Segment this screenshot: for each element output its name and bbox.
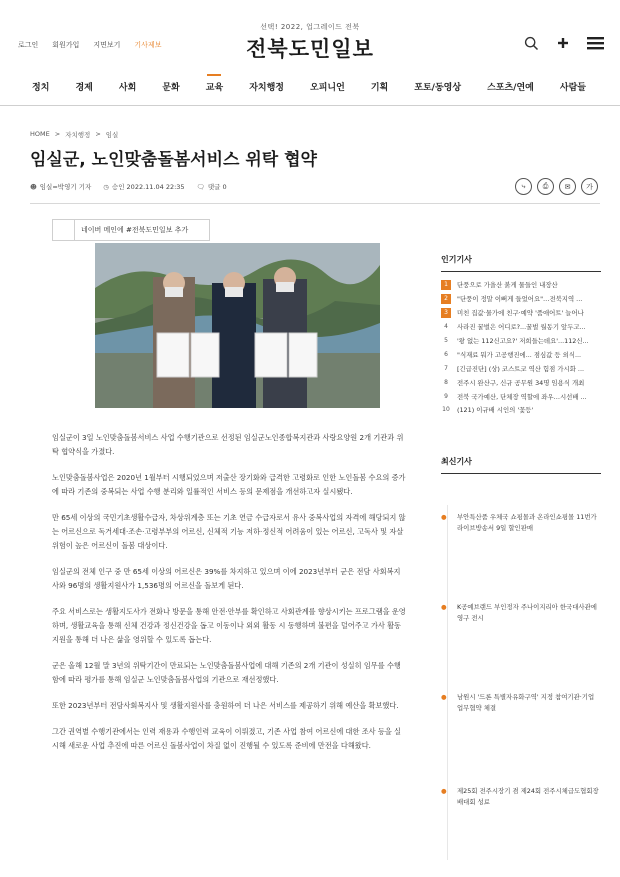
nav-people[interactable]: 사람들 (559, 83, 586, 93)
article-paragraph: 만 65세 이상의 국민기초생활수급자, 차상위계층 또는 기초 연금 수급자로서 유사 중복사업의 자격에 해당되지 않는 어르신으로 독거세대·조손·고령부부의 어르신, 신체적 기능 저하·정신적 어려움이 있는 어르신, 고독사 및 자살 위험이 높은 어르신이 돌봄 대상이다. (52, 513, 406, 550)
naver-subscribe-label: 네이버 메인에 #전북도민일보 추가 (81, 226, 189, 234)
article-paragraph: 주요 서비스로는 생활지도사가 전화나 방문을 통해 안전·안부를 확인하고 사회관계를 향상시키는 프로그램을 운영하며, 생활교육을 통해 신체 건강과 정신건강을 돕고 이동이나 외외 활동 시 동행하며 불편을 덜어주고 가사 활동 지원을 통해 더 나은 삶을 영위할 수 있도록 돕는다. (52, 607, 406, 644)
person-icon: ☻ (30, 183, 37, 191)
rank-badge: 6 (444, 350, 448, 358)
rank-badge: 7 (444, 364, 448, 372)
menu-icon[interactable] (586, 34, 604, 52)
plus-icon[interactable] (554, 34, 572, 52)
publish-date (103, 182, 184, 191)
search-icon[interactable] (522, 34, 540, 52)
rank-badge: 5 (444, 337, 448, 344)
rank-badge: 3 (441, 308, 451, 318)
latest-item[interactable] (441, 512, 601, 533)
font-size-icon[interactable]: 가 (581, 178, 598, 195)
popular-item-title: '왕 없는 112신고요?' 저희들는데요'...112신... (457, 337, 589, 345)
nav-local-admin[interactable]: 자치행정 (249, 83, 284, 93)
nav-education[interactable]: 교육 (206, 72, 223, 105)
breadcrumb-separator: > (95, 130, 101, 138)
latest-item[interactable] (441, 786, 601, 807)
popular-item-title: 사라진 꿀벌은 어디로?...꿀벌 월동기 앞두고... (457, 323, 586, 332)
article-paragraph: 또한 2023년부터 전담사회복지사 및 생활지원사를 충원하여 더 나은 서비스를 제공하기 위해 예산을 확보했다. (52, 701, 399, 710)
article-photo (95, 243, 380, 408)
share-tools (515, 178, 598, 195)
rank-badge: 2 (441, 294, 451, 304)
rank-badge: 9 (444, 392, 448, 400)
author-name: 임실=박영기 기자 (39, 183, 92, 191)
comment-icon: 🗨 (196, 183, 205, 191)
nav-culture[interactable]: 문화 (162, 83, 180, 93)
rank-badge: 4 (444, 323, 448, 331)
article-paragraph: 임실군이 3일 노인맞춤돌봄서비스 사업 수행기관으로 선정된 임실군노인종합복지관과 사랑요양원 2개 기관과 위탁 협약식을 가졌다. (52, 433, 404, 456)
login-link[interactable]: 로그인 (18, 41, 39, 49)
article-meta (30, 182, 227, 191)
popular-item-title: 단풍으로 가을산 붉게 물들인 내장산 (457, 281, 558, 290)
bullet-icon: ● (441, 693, 447, 701)
author (30, 182, 91, 191)
popular-item-title: 전주시 완산구, 신규 공무원 34명 임용식 개최 (457, 378, 585, 387)
popular-item-title: 미친 집값·물가에 친구·예약 '품애어트' 늘어나 (457, 309, 584, 318)
popular-item[interactable] (441, 375, 601, 389)
rank-badge: 8 (444, 378, 448, 386)
popular-item-title: "식재료 뭐가 고공행진에... 점심값 등 외식... (457, 350, 582, 359)
clock-icon: ◷ (103, 183, 109, 191)
article-paragraph: 그간 권역별 수행기관에서는 인력 재용과 수행인력 교육이 이뤄졌고, 기존 사업 참여 어르신에 대한 조사 등을 실시해 새로운 사업 추진에 따른 어르신 돌봄사업이 차질 없이 진행될 수 있도록 준비에 만전을 다해왔다. (52, 727, 402, 750)
header-icons (522, 34, 604, 52)
breadcrumb (30, 130, 118, 139)
popular-item[interactable] (441, 403, 601, 417)
latest-item-title: 제25회 전주시장기 겸 제24회 전주시체급도협회장배대회 성료 (457, 787, 599, 806)
popular-item-title: "단풍이 정말 이뻐게 들었어요"…전북지역 ... (457, 295, 583, 304)
popular-item-title: 전북 국가예산, 단체장 역할에 좌우…시선배 ... (457, 392, 587, 401)
report-link[interactable]: 기사제보 (134, 41, 162, 49)
latest-item-title: 남원시 '드론 특별자유화구역' 지정 참여기관·기업 업무협약 체결 (457, 693, 595, 712)
latest-item-title: 부안특산품 우체국 쇼핑몰과 온라인쇼핑몰 11번가 라이브방송서 9일 할인판매 (457, 513, 597, 532)
popular-item[interactable] (441, 347, 601, 361)
popular-item-title: [긴급진단] (상) 코스트코 역산 힘점 가시화 ... (457, 364, 585, 373)
main-nav (0, 72, 620, 106)
popular-articles (441, 254, 601, 417)
popular-item[interactable] (441, 306, 601, 320)
naver-subscribe-button[interactable] (52, 219, 210, 241)
site-logo[interactable]: 전북도민일보 (246, 36, 374, 61)
breadcrumb-section[interactable]: 자치행정 (65, 131, 91, 139)
latest-item[interactable] (441, 602, 601, 623)
popular-item[interactable] (441, 320, 601, 334)
article-paragraph: 임실군의 전체 인구 중 만 65세 이상의 어르신은 39%를 차지하고 있으며 이에 2023년부터 군은 전담 사회복지사와 96명의 생활지원사가 1,536명의 어르신을 돌보게 된다. (52, 567, 401, 590)
rank-badge: 1 (441, 280, 451, 290)
popular-item[interactable] (441, 278, 601, 292)
nav-society[interactable]: 사회 (118, 83, 137, 93)
nav-opinion[interactable]: 오피니언 (310, 83, 345, 93)
popular-item-title: (121) 이규배 시인의 '꽃등' (457, 406, 534, 415)
article-body (52, 431, 407, 765)
nav-planning[interactable]: 기획 (370, 83, 389, 93)
rank-badge: 10 (442, 406, 450, 414)
article-paragraph: 노인맞춤돌봄사업은 2020년 1월부터 시행되었으며 저출산 장기화와 급격한 고령화로 인한 노인돌봄 수요의 증가에 따라 기존의 중복되는 사업 수행 분리와 일률적인 서비스 등의 문제점을 개선하고자 실시됐다. (52, 473, 406, 496)
comment-count-text: 댓글 0 (207, 183, 227, 191)
popular-item[interactable] (441, 292, 601, 306)
popular-heading: 인기기사 (441, 254, 601, 272)
naver-logo-icon (53, 220, 75, 240)
article-paragraph: 군은 올해 12월 말 3년의 위탁기간이 만료되는 노인맞춤돌봄사업에 대해 기존의 2개 기관이 성실히 임무를 수행함에 따라 평가를 통해 임실군 노인맞춤돌봄사업의 기관으로 재선정했다. (52, 661, 401, 684)
paper-view-link[interactable]: 지면보기 (93, 41, 121, 49)
bullet-icon: ● (441, 603, 447, 611)
share-icon[interactable]: ⤷ (515, 178, 532, 195)
popular-item[interactable] (441, 361, 601, 375)
popular-list (441, 278, 601, 417)
bullet-icon: ● (441, 513, 447, 521)
signup-link[interactable]: 회원가입 (52, 41, 80, 49)
publish-date-text: 승인 2022.11.04 22:35 (111, 183, 185, 191)
nav-photo-video[interactable]: 포토/동영상 (414, 83, 462, 93)
popular-item[interactable] (441, 389, 601, 403)
email-icon[interactable]: ✉ (559, 178, 576, 195)
article-title: 임실군, 노인맞춤돌봄서비스 위탁 협약 (30, 150, 317, 170)
comment-count[interactable] (197, 182, 227, 191)
breadcrumb-subsection[interactable]: 임실 (105, 131, 119, 139)
bullet-icon: ● (441, 787, 447, 795)
latest-item-title: K공예브랜드 부인정자 주나이지리아 한국대사관에 영구 전시 (457, 603, 597, 622)
print-icon[interactable]: ⎙ (537, 178, 554, 195)
nav-sports-entertainment[interactable]: 스포츠/연예 (487, 83, 534, 93)
breadcrumb-separator: > (54, 130, 61, 138)
divider (30, 203, 600, 204)
logo-tagline: 선택! 2022, 업그레이드 전북 (260, 23, 360, 31)
nav-politics[interactable]: 정치 (32, 83, 50, 93)
nav-economy[interactable]: 경제 (75, 83, 93, 93)
latest-articles (441, 456, 601, 474)
latest-heading: 최신기사 (441, 456, 601, 474)
latest-item[interactable] (441, 692, 601, 713)
breadcrumb-home[interactable]: HOME (30, 130, 50, 138)
popular-item[interactable] (441, 334, 601, 348)
